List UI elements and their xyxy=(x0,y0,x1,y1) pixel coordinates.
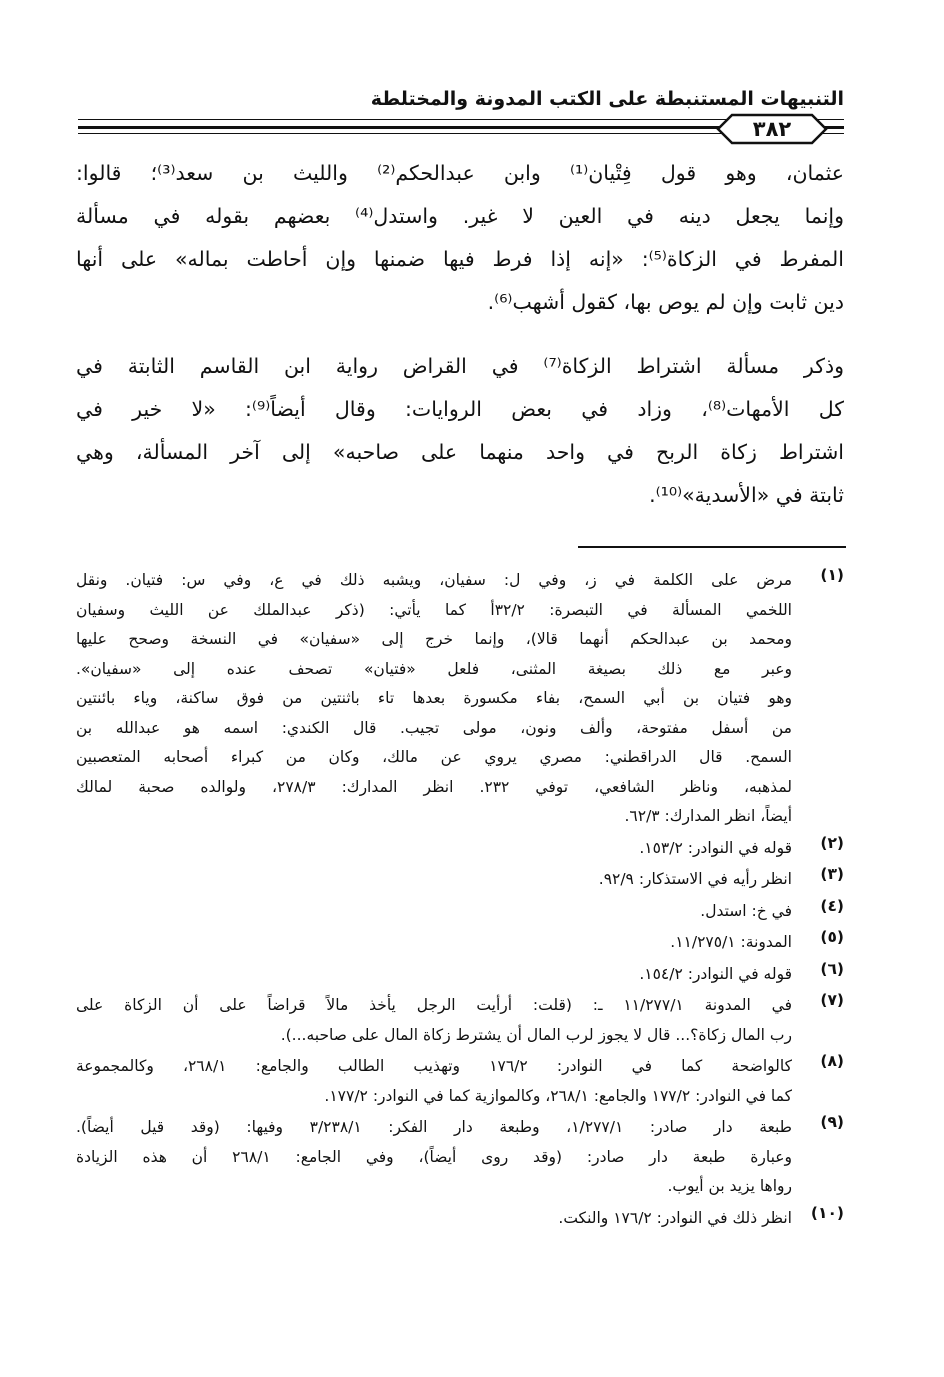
footnote-item xyxy=(76,897,844,927)
footnote-line: في المدونة ١١/٢٧٧/١ ـ: (قلت: أرأيت الرجل يأخذ مالاً قراضاً على أن الزكاة على xyxy=(76,996,792,1014)
footnote-gap xyxy=(76,1233,844,1235)
footnote-line: رب المال زكاة؟... قال لا يجوز لرب المال أن يشترط زكاة المال على صاحبه...). xyxy=(280,1025,792,1044)
text-line: اشتراط زكاة الربح في واحد منهما على صاحبه» إلى آخر المسألة، وهي xyxy=(76,440,844,464)
footnote-line: وعبر مع ذلك بصيغة المثنى، فلعل «فتيان» تصحف عنده إلى «سفيان». xyxy=(76,659,792,678)
footnote-line: وهو فتيان بن أبي السمح، بفاء مكسورة بعدها تاء باثنتين من فوق ساكنة، وياء بائنتين xyxy=(76,689,792,707)
footnote-number: (٦) xyxy=(820,959,844,978)
footnotes-section xyxy=(76,566,844,1235)
footnote-separator xyxy=(578,546,846,548)
footnote-line: كالواضحة كما في النوادر: ١٧٦/٢ وتهذيب الطالب والجامع: ٢٦٨/١، وكالمجموعة xyxy=(76,1057,792,1075)
footnote-number: (٥) xyxy=(820,928,844,946)
footnote-line: من أسفل مفتوحة، وألف ونون، مولى تجيب. قال الكندي: اسمه هو عبدالله بن xyxy=(76,718,792,737)
footnote-line: في خ: استدل. xyxy=(700,901,792,920)
footnote-item xyxy=(76,1052,844,1111)
footnote-line: طبعة دار صادر: ١/٢٧٧/١، وطبعة دار الفكر: ٣/٢٣٨/١ وفيها: (وقد قيل أيضاً). xyxy=(76,1118,792,1136)
footnote-line: قوله في النوادر: ١٥٣/٢. xyxy=(639,838,792,857)
footnote-line: كما في النوادر: ١٧٧/٢ والجامع: ٢٦٨/١، وكالموازية كما في النوادر: ١٧٧/٢. xyxy=(324,1086,792,1105)
footnote-number: (١) xyxy=(820,566,844,584)
footnote-line: أيضاً، انظر المدارك: ٦٢/٣. xyxy=(624,807,792,825)
main-paragraph-1 xyxy=(76,152,844,324)
footnote-number: (١٠) xyxy=(810,1203,844,1222)
text-line: وإنما يجعل دينه في العين لا غير. واستدل⁽⁴⁾ بعضهم بقوله في مسألة xyxy=(76,204,844,228)
text-line: وذكر مسألة اشتراط الزكاة⁽⁷⁾ في القراض رواية ابن القاسم الثابتة في xyxy=(76,354,844,378)
footnote-line: لمذهبه، وناظر الشافعي، توفي ٢٣٢. انظر المدارك: ٢٧٨/٣، ولوالده صحبة لمالك xyxy=(76,777,792,796)
footnote-item xyxy=(76,960,844,990)
footnote-item xyxy=(76,834,844,864)
footnote-line: انظر رأيه في الاستذكار: ٩٢/٩. xyxy=(598,870,792,888)
footnote-line: انظر ذلك في النوادر: ١٧٦/٢ والنكت. xyxy=(558,1208,792,1227)
footnote-item xyxy=(76,566,844,832)
footnote-item xyxy=(76,991,844,1050)
footnote-item xyxy=(76,928,844,958)
footnote-line: اللخمي المسألة في التبصرة: ٣٢/٢أ كما يأتي: (ذكر عبدالملك عن الليث وسفيان xyxy=(76,600,792,619)
footnote-line: قوله في النوادر: ١٥٤/٢. xyxy=(639,964,792,983)
running-header-title: التنبيهات المستنبطة على الكتب المدونة والمختلطة xyxy=(370,88,844,110)
footnote-item xyxy=(76,1113,844,1202)
footnote-item xyxy=(76,1204,844,1234)
footnote-number: (٩) xyxy=(820,1113,844,1131)
text-line: المفرط في الزكاة⁽⁵⁾: «إنه إذا فرط فيها ضمنها وإن أحاطت بماله» على أنها xyxy=(76,247,844,271)
footnote-line: مرض على الكلمة في ز، وفي ل: سفيان، ويشبه ذلك في ع، وفي س: فتيان. ونقل xyxy=(76,571,792,589)
footnote-number: (٣) xyxy=(820,865,844,883)
page-number-badge xyxy=(716,112,828,146)
page-number: ٣٨٢ xyxy=(752,117,792,141)
text-line: ثابتة في «الأسدية»⁽¹⁰⁾. xyxy=(649,483,844,507)
footnote-line: وعبارة طبعة دار صادر: (وقد روى أيضاً)، وفي الجامع: ٢٦٨/١ أن هذه الزيادة xyxy=(76,1147,792,1166)
footnote-number: (٤) xyxy=(820,896,844,915)
main-paragraph-2 xyxy=(76,345,844,517)
text-line: كل الأمهات⁽⁸⁾، وزاد في بعض الروايات: وقال أيضاً⁽⁹⁾: «لا خير في xyxy=(76,397,844,421)
text-line: دين ثابت وإن لم يوص بها، كقول أشهب⁽⁶⁾. xyxy=(487,290,844,314)
footnote-line: رواها يزيد بن أيوب. xyxy=(667,1177,792,1195)
footnote-number: (٨) xyxy=(820,1052,844,1070)
footnote-number: (٧) xyxy=(820,991,844,1009)
footnote-line: ومحمد بن عبدالحكم أنهما قالا)، وإنما خرج إلى «سفيان» في النسخة وصحح عليها xyxy=(76,630,792,648)
footnote-item xyxy=(76,865,844,895)
footnote-line: السمح. قال الدراقطني: مصري يروي عن مالك، وكان من كبراء أصحابه المتعصبين xyxy=(76,748,792,766)
footnote-line: المدونة: ١١/٢٧٥/١. xyxy=(670,933,792,951)
footnote-number: (٢) xyxy=(820,833,844,852)
text-line: عثمان، وهو قول فِتْيان⁽¹⁾ وابن عبدالحكم⁽²⁾ والليث بن سعد⁽³⁾؛ قالوا: xyxy=(76,161,844,185)
